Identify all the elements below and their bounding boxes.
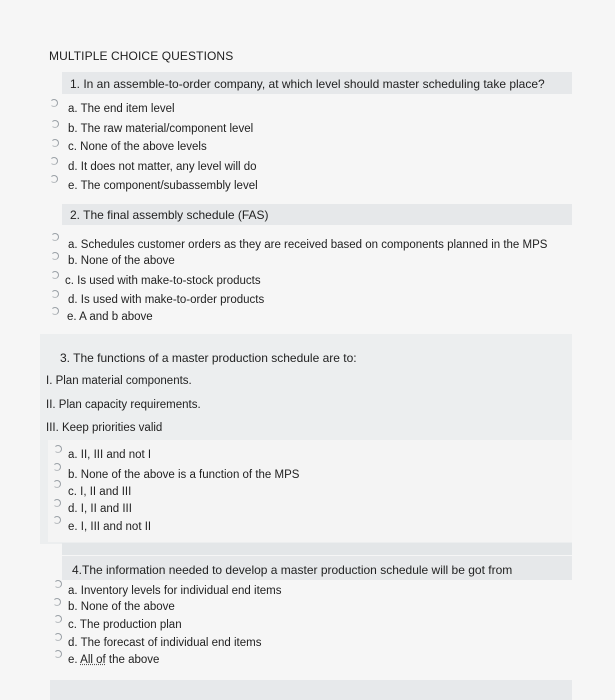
q4-option-e-link: All of (80, 654, 106, 666)
q1-option-b-label[interactable]: b. The raw material/component level (68, 123, 254, 135)
q2-option-d-radio[interactable] (51, 290, 59, 298)
q2-option-c-label[interactable]: c. Is used with make-to-stock products (65, 275, 261, 287)
question-1-text: 1. In an assemble-to-order company, at which level should master scheduling take place? (70, 77, 545, 91)
q3-option-e-radio[interactable] (53, 516, 61, 524)
q1-option-a-radio[interactable] (50, 99, 58, 107)
q1-option-b-radio[interactable] (51, 120, 59, 128)
question-4-text: 4.The information needed to develop a master production schedule will be got from (72, 563, 513, 577)
q4-option-c-label[interactable]: c. The production plan (68, 619, 182, 631)
q4-option-b-label[interactable]: b. None of the above (68, 601, 175, 613)
question-5-bar-partial (50, 680, 572, 700)
q1-option-e-label[interactable]: e. The component/subassembly level (68, 180, 258, 192)
question-2-text: 2. The final assembly schedule (FAS) (70, 208, 269, 222)
q2-option-e-radio[interactable] (51, 307, 59, 315)
q1-option-e-radio[interactable] (50, 175, 58, 183)
q4-option-c-radio[interactable] (54, 615, 62, 623)
q4-option-a-label[interactable]: a. Inventory levels for individual end items (68, 585, 282, 597)
q4-option-a-radio[interactable] (54, 580, 62, 588)
q3-option-b-label[interactable]: b. None of the above is a function of the MPS (68, 469, 300, 481)
q4-option-e-prefix: e. (68, 654, 81, 666)
q2-option-d-label[interactable]: d. Is used with make-to-order products (68, 294, 265, 306)
q2-option-c-radio[interactable] (51, 271, 59, 279)
q2-option-b-label[interactable]: b. None of the above (68, 255, 175, 267)
q3-option-e-label[interactable]: e. I, III and not II (68, 521, 152, 533)
q2-option-a-label[interactable]: a. Schedules customer orders as they are received based on components planned in the MPS (68, 239, 548, 251)
q3-option-d-radio[interactable] (53, 499, 61, 507)
q3-option-b-radio[interactable] (53, 463, 61, 471)
q1-option-c-label[interactable]: c. None of the above levels (68, 141, 207, 153)
q3-statement-3: III. Keep priorities valid (46, 422, 163, 434)
question-3-text: 3. The functions of a master production schedule are to: (60, 351, 357, 365)
q3-option-a-radio[interactable] (54, 445, 62, 453)
q4-option-d-radio[interactable] (54, 633, 62, 641)
q3-option-c-label[interactable]: c. I, II and III (68, 486, 132, 498)
q2-option-b-radio[interactable] (51, 252, 59, 260)
question-4-top-strip (62, 543, 572, 555)
q4-option-e-suffix: the above (105, 654, 160, 666)
q2-option-e-label[interactable]: e. A and b above (67, 311, 153, 323)
q3-option-c-radio[interactable] (53, 480, 61, 488)
q1-option-d-radio[interactable] (50, 157, 58, 165)
q4-option-e-radio[interactable] (54, 650, 62, 658)
q3-option-a-label[interactable]: a. II, III and not I (68, 449, 152, 461)
q3-statement-2: II. Plan capacity requirements. (46, 399, 201, 411)
q4-option-e-label[interactable] (68, 654, 159, 666)
q1-option-a-label[interactable]: a. The end item level (68, 103, 175, 115)
section-heading: MULTIPLE CHOICE QUESTIONS (49, 49, 234, 63)
q4-option-b-radio[interactable] (53, 598, 61, 606)
q1-option-d-label[interactable]: d. It does not matter, any level will do (68, 161, 257, 173)
q2-option-a-radio[interactable] (51, 233, 59, 241)
q3-statement-1: I. Plan material components. (46, 375, 192, 387)
q4-option-d-label[interactable]: d. The forecast of individual end items (68, 637, 262, 649)
q1-option-c-radio[interactable] (51, 139, 59, 147)
q3-option-d-label[interactable]: d. I, II and III (68, 503, 132, 515)
